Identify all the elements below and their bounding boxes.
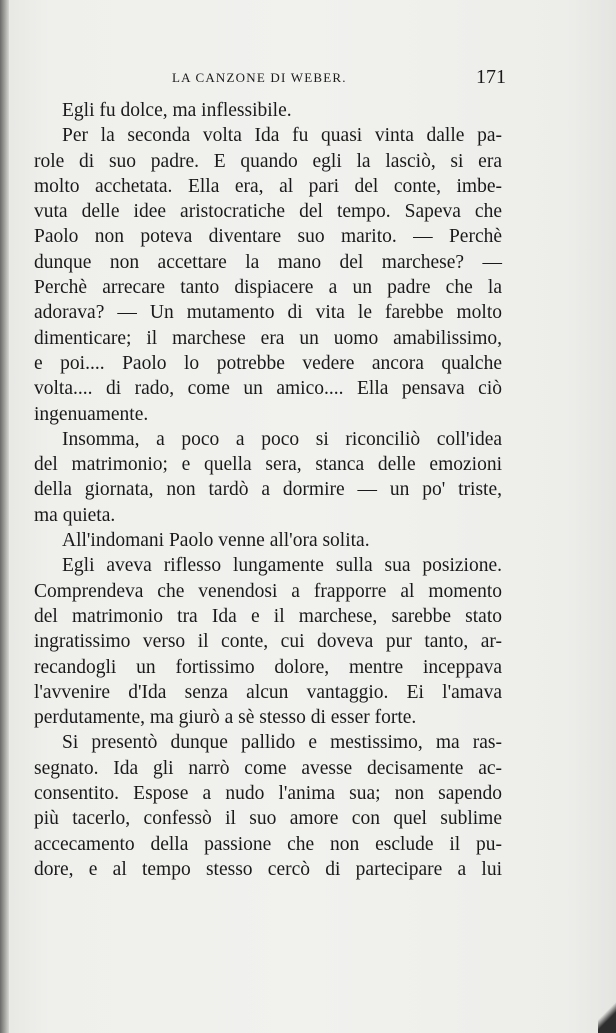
text-line: segnato. Ida gli narrò come avesse decisamente ac-: [34, 757, 502, 779]
text-line: Paolo non poteva diventare suo marito. — Perchè: [34, 226, 502, 248]
page-header: [0, 66, 616, 100]
text-line: del matrimonio; e quella sera, stanca delle emozioni: [34, 454, 502, 476]
text-line: recandogli un fortissimo dolore, mentre inceppava: [34, 656, 502, 678]
text-line: ingenuamente.: [34, 403, 149, 425]
text-line: Egli fu dolce, ma inflessibile.: [62, 100, 292, 121]
text-line: Egli aveva riflesso lungamente sulla sua posizione.: [62, 555, 502, 577]
text-line: role di suo padre. E quando egli la lasciò, si era: [34, 150, 502, 172]
text-line: accecamento della passione che non esclude il pu-: [34, 833, 502, 855]
text-line: Si presentò dunque pallido e mestissimo, ma ras-: [62, 732, 502, 754]
text-line: del matrimonio tra Ida e il marchese, sarebbe stato: [34, 605, 502, 627]
scan-corner-shadow: [598, 999, 616, 1033]
text-line: adorava? — Un mutamento di vita le farebbe molto: [34, 302, 502, 324]
text-line: l'avvenire d'Ida senza alcun vantaggio. Ei l'amava: [34, 681, 502, 703]
text-line: Per la seconda volta Ida fu quasi vinta dalle pa-: [62, 125, 502, 147]
page-binding-edge: [0, 0, 9, 1033]
text-line: perdutamente, ma giurò a sè stesso di esser forte.: [34, 707, 417, 729]
text-line: più tacerlo, confessò il suo amore con quel sublime: [34, 808, 502, 830]
text-line: dunque non accettare la mano del marchese? —: [34, 251, 502, 273]
text-line: dimenticare; il marchese era un uomo amabilissimo,: [34, 327, 502, 349]
text-line: All'indomani Paolo venne all'ora solita.: [62, 530, 370, 552]
running-title: LA CANZONE DI WEBER.: [172, 70, 347, 85]
text-line: volta.... di rado, come un amico.... Ella pensava ciò: [34, 378, 502, 400]
text-line: vuta delle idee aristocratiche del tempo. Sapeva che: [34, 201, 502, 223]
text-line: molto acchetata. Ella era, al pari del conte, imbe-: [34, 175, 502, 197]
text-line: Comprendeva che venendosi a frapporre al momento: [34, 580, 502, 602]
page-number: 171: [476, 66, 506, 88]
body-text: [34, 98, 502, 882]
text-line: Perchè arrecare tanto dispiacere a un padre che la: [34, 277, 502, 299]
text-line: ma quieta.: [34, 504, 116, 526]
text-line: ingratissimo verso il conte, cui doveva pur tanto, ar-: [34, 631, 502, 653]
text-line: e poi.... Paolo lo potrebbe vedere ancora qualche: [34, 352, 502, 374]
text-line: della giornata, non tardò a dormire — un po' triste,: [34, 479, 502, 501]
text-line: consentito. Espose a nudo l'anima sua; non sapendo: [34, 783, 502, 805]
text-line: dore, e al tempo stesso cercò di partecipare a lui: [34, 858, 502, 880]
text-line: Insomma, a poco a poco si riconciliò coll'idea: [62, 428, 502, 450]
